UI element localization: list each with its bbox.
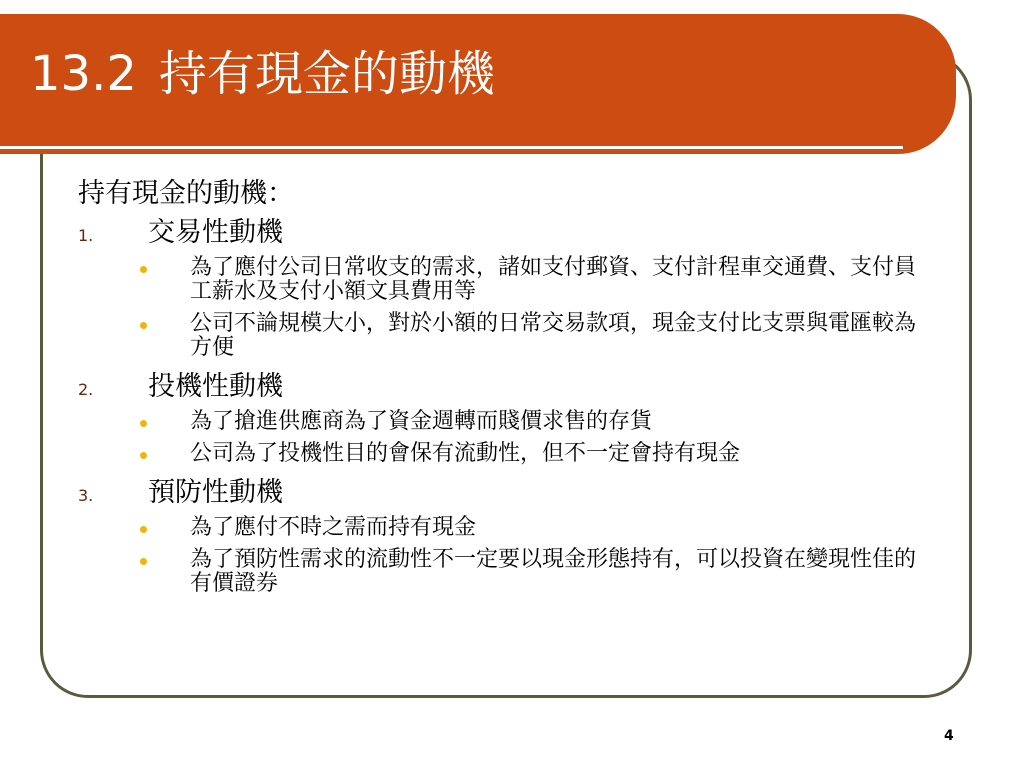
section-number: 2. — [78, 380, 94, 399]
list-item — [78, 442, 938, 466]
section-number: 1. — [78, 226, 94, 245]
page-number: 4 — [944, 728, 954, 744]
section-title: 預防性動機 — [148, 477, 283, 508]
bullet-dot-icon — [140, 558, 147, 565]
list-item — [78, 410, 938, 434]
slide-title — [30, 42, 495, 106]
title-number: 13.2 — [30, 46, 137, 102]
list-item — [78, 548, 938, 596]
bullet-text: 為了應付不時之需而持有現金 — [190, 515, 477, 540]
bullet-dot-icon — [140, 452, 147, 459]
bullet-text: 公司不論規模大小，對於小額的日常交易款項，現金支付比支票與電匯較為方便 — [190, 311, 917, 360]
intro-heading: 持有現金的動機： — [78, 178, 294, 209]
bullet-text: 為了預防性需求的流動性不一定要以現金形態持有，可以投資在變現性佳的有價證券 — [190, 547, 917, 596]
section-2 — [78, 368, 938, 406]
section-1 — [78, 214, 938, 252]
bullet-text: 公司為了投機性目的會保有流動性，但不一定會持有現金 — [190, 441, 741, 466]
bullet-dot-icon — [140, 322, 147, 329]
list-item — [78, 516, 938, 540]
bullet-text: 為了搶進供應商為了資金週轉而賤價求售的存貨 — [190, 409, 653, 434]
bullet-text: 為了應付公司日常收支的需求，諸如支付郵資、支付計程車交通費、支付員工薪水及支付小額文具費用等 — [190, 255, 917, 304]
list-item — [78, 256, 938, 304]
bullet-dot-icon — [140, 526, 147, 533]
title-bar — [0, 14, 956, 154]
section-title: 投機性動機 — [148, 371, 283, 402]
list-item — [78, 312, 938, 360]
bullet-dot-icon — [140, 420, 147, 427]
title-text: 持有現金的動機 — [158, 46, 495, 102]
slide-body — [78, 176, 938, 604]
section-3 — [78, 474, 938, 512]
section-title: 交易性動機 — [148, 217, 283, 248]
bullet-dot-icon — [140, 266, 147, 273]
title-underline — [0, 146, 903, 149]
section-number: 3. — [78, 486, 94, 505]
